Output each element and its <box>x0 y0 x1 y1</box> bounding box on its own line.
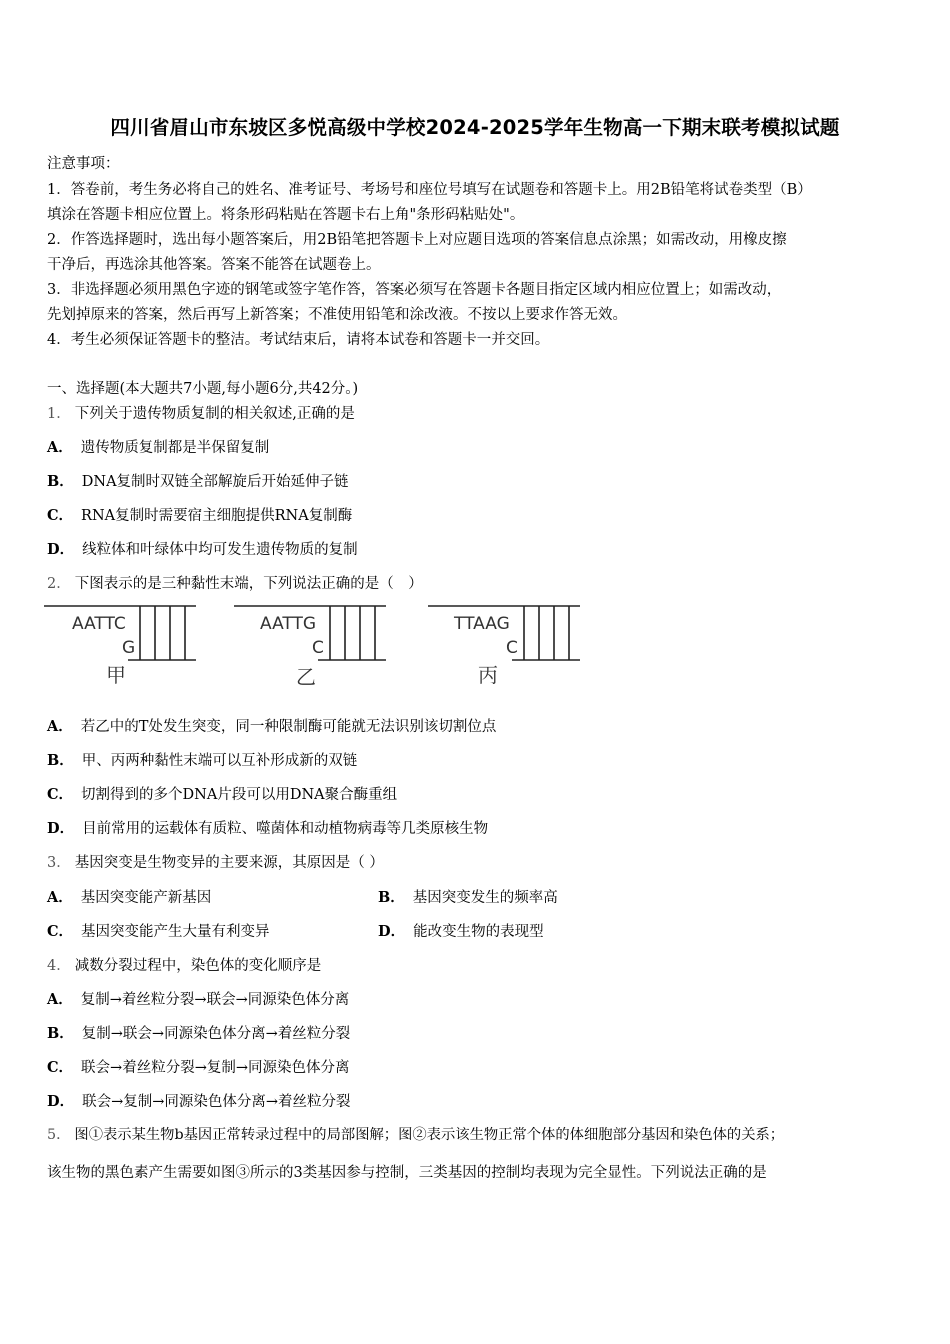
option-text: 联会→着丝粒分裂→复制→同源染色体分离 <box>81 1060 350 1076</box>
sticky-end-jia <box>44 606 196 687</box>
question-2-option-d <box>47 817 488 838</box>
question-1-option-c <box>47 504 352 525</box>
option-letter: B． <box>47 1025 74 1042</box>
question-1-option-b <box>47 470 349 491</box>
option-text: 基因突变能产新基因 <box>80 890 212 906</box>
option-text: 复制→联会→同源染色体分离→着丝粒分裂 <box>81 1026 351 1042</box>
option-letter: B． <box>378 889 405 906</box>
question-2-option-c <box>47 783 397 804</box>
question-4-option-c <box>47 1056 350 1077</box>
question-2-stem <box>47 572 423 593</box>
question-number: 3． <box>47 855 71 871</box>
notice-line: 3．非选择题必须用黑色字迹的钢笔或签字笔作答，答案必须写在答题卡各题目指定区域内相应位置上；如需改动， <box>47 282 782 298</box>
exam-title: 四川省眉山市东坡区多悦高级中学校2024-2025学年生物高一下期末联考模拟试题 <box>110 116 840 139</box>
option-text: 线粒体和叶绿体中均可发生遗传物质的复制 <box>82 542 358 558</box>
bottom-strand-seq: G <box>122 638 136 658</box>
option-text: 遗传物质复制都是半保留复制 <box>80 440 270 456</box>
option-text: 目前常用的运载体有质粒、噬菌体和动植物病毒等几类原核生物 <box>82 821 489 837</box>
notice-line: 填涂在答题卡相应位置上。将条形码粘贴在答题卡右上角"条形码粘贴处"。 <box>47 207 525 223</box>
option-letter: C． <box>47 507 74 524</box>
option-letter: C． <box>47 786 74 803</box>
question-1-stem <box>47 402 355 423</box>
option-letter: A． <box>47 889 73 906</box>
question-1-option-a <box>47 436 269 457</box>
question-3-option-b <box>378 886 558 907</box>
option-letter: A． <box>47 718 73 735</box>
option-text: 复制→着丝粒分裂→联会→同源染色体分离 <box>80 992 350 1008</box>
option-letter: C． <box>47 1059 74 1076</box>
option-letter: A． <box>47 991 73 1008</box>
diagram-label: 乙 <box>296 665 316 689</box>
question-number: 4． <box>47 958 71 974</box>
question-2-option-b <box>47 749 357 770</box>
question-2-option-a <box>47 715 496 736</box>
question-number: 1． <box>47 406 71 422</box>
notice-line: 2．作答选择题时，选出每小题答案后，用2B铅笔把答题卡上对应题目选项的答案信息点涂黑；如需改动，用橡皮擦 <box>47 232 787 248</box>
option-text: 甲、丙两种黏性末端可以互补形成新的双链 <box>81 753 358 769</box>
notice-heading: 注意事项： <box>47 156 120 172</box>
diagram-label: 丙 <box>478 663 498 687</box>
question-number: 2． <box>47 576 71 592</box>
question-4-option-d <box>47 1090 351 1111</box>
diagram-label: 甲 <box>106 663 126 687</box>
notice-line: 1．答卷前，考生务必将自己的姓名、准考证号、考场号和座位号填写在试题卷和答题卡上。用2B铅笔将试卷类型（B） <box>47 182 812 198</box>
option-letter: B． <box>47 752 74 769</box>
option-letter: D． <box>47 820 75 837</box>
option-text: 切割得到的多个DNA片段可以用DNA聚合酶重组 <box>81 787 398 803</box>
option-letter: A． <box>47 439 73 456</box>
option-text: 联会→复制→同源染色体分离→着丝粒分裂 <box>82 1094 351 1110</box>
question-4-stem <box>47 954 321 975</box>
option-text: RNA复制时需要宿主细胞提供RNA复制酶 <box>81 508 353 524</box>
option-letter: D． <box>47 1093 75 1110</box>
question-3-option-c <box>47 920 270 941</box>
bottom-strand-seq: C <box>312 638 324 658</box>
question-text: 图①表示某生物b基因正常转录过程中的局部图解；图②表示该生物正常个体的体细胞部分基因和染色体的关系； <box>74 1127 785 1143</box>
question-number: 5． <box>47 1127 71 1143</box>
question-3-option-a <box>47 886 211 907</box>
option-text: 基因突变能产生大量有利变异 <box>81 924 270 940</box>
option-text: 能改变生物的表现型 <box>413 924 544 940</box>
question-3-option-d <box>378 920 544 941</box>
option-letter: D． <box>378 923 406 940</box>
option-letter: B． <box>47 473 74 490</box>
question-5-stem <box>47 1124 784 1144</box>
section-heading: 一、选择题(本大题共7小题,每小题6分,共42分。) <box>47 381 359 397</box>
question-text: 下列关于遗传物质复制的相关叙述,正确的是 <box>74 406 355 422</box>
option-text: DNA复制时双链全部解旋后开始延伸子链 <box>81 474 349 490</box>
sticky-end-bing <box>428 606 580 687</box>
question-4-option-a <box>47 988 349 1009</box>
question-text: 减数分裂过程中，染色体的变化顺序是 <box>74 958 322 974</box>
question-1-option-d <box>47 538 358 559</box>
option-text: 若乙中的T处发生突变，同一种限制酶可能就无法识别该切割位点 <box>80 719 497 735</box>
question-3-stem <box>47 851 384 872</box>
question-4-option-b <box>47 1022 350 1043</box>
top-strand-seq: TTAAG <box>454 614 510 634</box>
top-strand-seq: AATTG <box>260 614 317 634</box>
sticky-ends-figure <box>40 598 600 694</box>
notice-line: 干净后，再选涂其他答案。答案不能答在试题卷上。 <box>47 257 381 273</box>
sticky-end-yi <box>234 606 386 689</box>
notice-line: 先划掉原来的答案，然后再写上新答案；不准使用铅笔和涂改液。不按以上要求作答无效。 <box>47 307 627 323</box>
question-5-stem-cont: 该生物的黑色素产生需要如图③所示的3类基因参与控制，三类基因的控制均表现为完全显性。下列说法正确的是 <box>47 1165 767 1181</box>
question-text: 基因突变是生物变异的主要来源，其原因是（ ） <box>74 855 384 871</box>
bottom-strand-seq: C <box>506 638 518 658</box>
question-text: 下图表示的是三种黏性末端，下列说法正确的是（ ） <box>74 576 423 592</box>
option-letter: C． <box>47 923 74 940</box>
option-letter: D． <box>47 541 75 558</box>
top-strand-seq: AATTC <box>72 614 126 634</box>
option-text: 基因突变发生的频率高 <box>412 890 558 906</box>
sticky-ends-diagram <box>40 598 600 698</box>
notice-line: 4．考生必须保证答题卡的整洁。考试结束后，请将本试卷和答题卡一并交回。 <box>47 332 550 348</box>
